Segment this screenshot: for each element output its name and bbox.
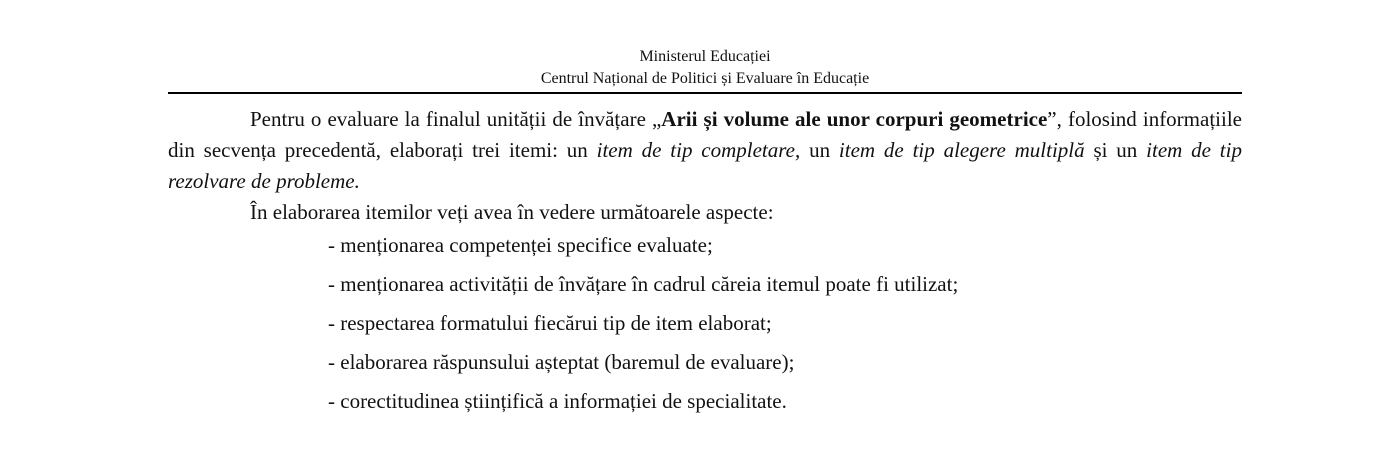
paragraph-text-1: Pentru o evaluare la finalul unității de învățare „ — [250, 107, 662, 131]
aspects-list — [168, 232, 1242, 414]
list-item: - corectitudinea științifică a informației de specialitate. — [328, 389, 787, 413]
paragraph-text-4: și un — [1084, 138, 1147, 162]
list-item: - menționarea competenței specifice evaluate; — [328, 233, 713, 257]
header-divider — [168, 92, 1242, 94]
task-paragraph — [168, 104, 1242, 197]
paragraph-text-3: , un — [794, 138, 839, 162]
document-header — [168, 46, 1242, 90]
unit-title: Arii și volume ale unor corpuri geometrice — [661, 107, 1048, 131]
header-center: Centrul Național de Politici și Evaluare în Educație — [540, 70, 870, 87]
aspects-intro: În elaborarea itemilor veți avea în vedere următoarele aspecte: — [250, 200, 774, 224]
list-item: - elaborarea răspunsului așteptat (baremul de evaluare); — [328, 350, 795, 374]
list-item: - menționarea activității de învățare în cadrul căreia itemul poate fi utilizat; — [328, 272, 959, 296]
list-item: - respectarea formatului fiecărui tip de item elaborat; — [328, 311, 772, 335]
item-type-problem-solving: item de tip rezolvare de probleme. — [168, 138, 1242, 193]
paragraph-text-2: ”, folosind informațiile din secvența precedentă, elaborați trei itemi: un — [168, 107, 1242, 162]
item-type-multiple-choice: item de tip alegere multiplă — [838, 138, 1085, 162]
document-page — [168, 46, 1242, 427]
header-ministry: Ministerul Educației — [639, 48, 771, 65]
item-type-completion: item de tip completare — [596, 138, 795, 162]
